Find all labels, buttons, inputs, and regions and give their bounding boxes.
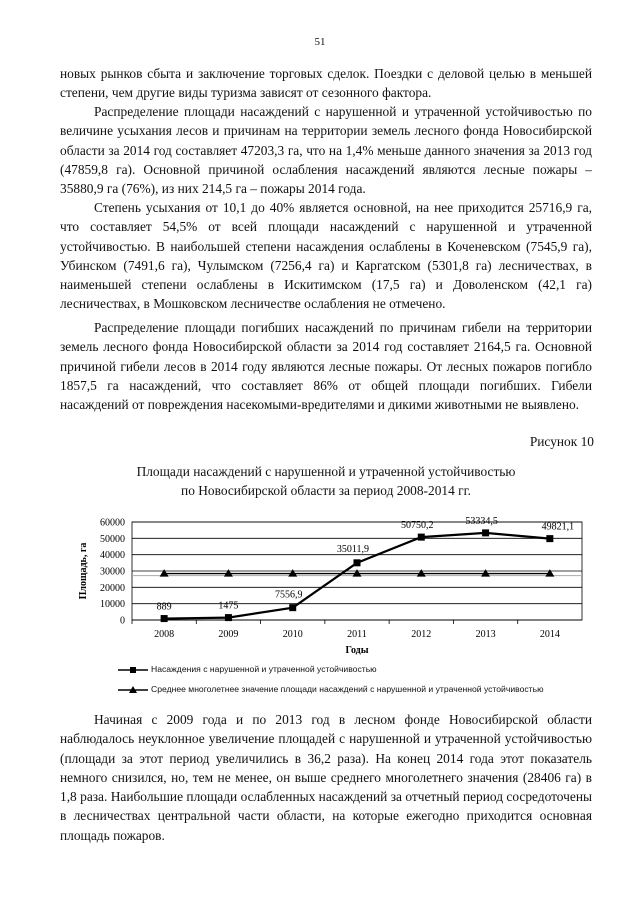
legend-label-series-1: Насаждения с нарушенной и утраченной устойчивостью	[151, 664, 377, 674]
y-tick-label: 10000	[100, 599, 125, 611]
data-label: 49821,1	[541, 521, 575, 533]
average-point-triangle	[288, 569, 297, 577]
data-label: 7556,9	[274, 589, 303, 601]
paragraph-distribution-weakened: Распределение площади насаждений с нарушенной и утраченной устойчивостью по величине усыхания лесов и причинам на территории земель лесного фонда Новосибирской области за 2014 год составляет 47203,3 га, что на 1,4% меньше данного значения за 2013 год (47859,8 га). Основной причиной ослабления насаждений являются лесные пожары – 35880,9 га (76%), из них 214,5 га – пожары 2014 года.	[60, 104, 592, 197]
data-label: 53334,5	[465, 515, 498, 527]
y-tick-label: 30000	[100, 566, 125, 578]
x-tick-label: 2009	[218, 629, 239, 640]
page-number: 51	[314, 36, 326, 48]
main-point-square	[482, 529, 489, 536]
paragraph-intro: новых рынков сбыта и заключение торговых сделок. Поездки с деловой целью в меньшей степени, чем другие виды туризма зависят от сезонного фактора.	[60, 66, 592, 101]
data-label: 35011,9	[336, 543, 370, 555]
legend-item-series-2	[118, 684, 544, 694]
average-point-triangle	[160, 569, 169, 577]
x-tick-label: 2011	[347, 629, 367, 640]
x-tick-label: 2014	[539, 629, 560, 640]
y-axis-title: Площадь, га	[78, 542, 89, 600]
average-point-triangle	[224, 569, 233, 577]
y-tick-label: 20000	[100, 582, 125, 594]
x-axis-title: Годы	[345, 645, 369, 655]
y-tick-label: 40000	[100, 550, 125, 562]
main-point-square	[354, 559, 361, 566]
square-marker-icon	[118, 666, 148, 674]
chart-title-line2: по Новосибирской области за период 2008-2014 гг.	[181, 483, 471, 498]
main-point-square	[289, 604, 296, 611]
x-tick-label: 2010	[282, 629, 303, 640]
x-tick-label: 2008	[154, 629, 175, 640]
x-tick-label: 2013	[475, 629, 496, 640]
main-point-square	[418, 534, 425, 541]
y-tick-label: 60000	[100, 517, 125, 529]
legend-label-series-2: Среднее многолетнее значение площади насаждений с нарушенной и утраченной устойчивостью	[151, 684, 544, 694]
paragraph-drying-degree: Степень усыхания от 10,1 до 40% является основной, на нее приходится 25716,9 га, что составляет 54,5% от всей площади насаждений с нарушенной и утраченной устойчивостью. В наибольшей степени насаждения ослаблены в Коченевском (7545,9 га), Убинском (7491,6 га), Чулымском (7256,4 га) и Каргатском (5301,8 га) лесничествах, в наименьшей степени ослаблены в Искитимском (17,5 га) и Доволенском (42,1 га) лесничествах, в Мошковском лесничестве ослабления не отмечено.	[60, 200, 592, 312]
y-tick-label: 0	[120, 615, 125, 627]
average-point-triangle	[481, 569, 490, 577]
data-label: 889	[156, 601, 172, 613]
main-point-square	[225, 614, 232, 621]
main-point-square	[546, 535, 553, 542]
paragraph-conclusion: Начиная с 2009 года и по 2013 год в лесном фонде Новосибирской области наблюдалось неуклонное увеличение площадей с нарушенной и утраченной устойчивостью (площади за этот период увеличились в 36,2 раза). На конец 2014 года этот показатель немного снизился, но, тем не менее, он выше среднего многолетнего значения (28406 га) в 1,8 раза. Наибольшие площади ослабленных насаждений за отчетный период сосредоточены в лесничествах центральной части области, на которые ежегодно приходится основная площадь пожаров.	[60, 712, 592, 843]
chart-title	[60, 462, 592, 500]
y-tick-label: 50000	[100, 533, 125, 545]
average-point-triangle	[353, 569, 362, 577]
main-point-square	[161, 615, 168, 622]
data-label: 50750,2	[401, 520, 434, 532]
triangle-marker-icon	[118, 686, 148, 694]
data-label: 1475	[218, 600, 239, 612]
legend-item-series-1	[118, 664, 377, 674]
chart-title-line1: Площади насаждений с нарушенной и утраченной устойчивостью	[136, 464, 516, 479]
average-point-triangle	[417, 569, 426, 577]
average-point-triangle	[545, 569, 554, 577]
figure-label: Рисунок 10	[529, 434, 594, 449]
line-chart	[60, 510, 592, 655]
x-tick-label: 2012	[411, 629, 432, 640]
paragraph-dead-stands: Распределение площади погибших насаждений по причинам гибели на территории земель лесного фонда Новосибирской области за 2014 год составляет 2164,5 га. Основной причиной гибели лесов в 2014 году являются лесные пожары. От лесных пожаров погибло 1857,5 га насаждений, что составляет 86% от общей площади погибших. Гибели насаждений от повреждения насекомыми-вредителями и дикими животными не выявлено.	[60, 320, 592, 413]
